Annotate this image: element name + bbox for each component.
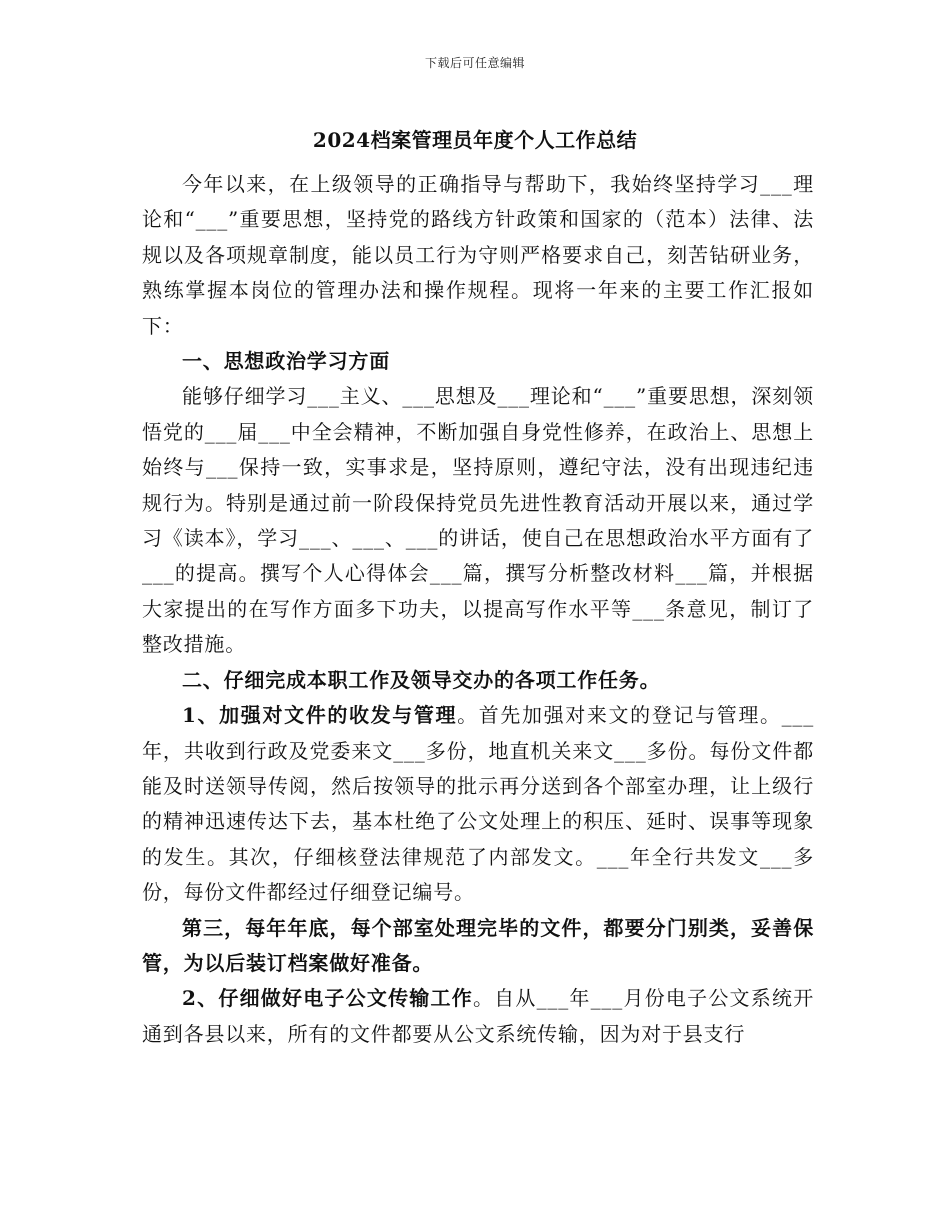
paragraph-text-2: 。自从___年___月份电子公文系统开通到各县以来，所有的文件都要从公文系统传输，因为对于县支行 [142,986,814,1046]
paragraph-lead-1: 1、加强对文件的收发与管理 [182,703,458,728]
paragraph-political-study: 能够仔细学习___主义、___思想及___理论和“___”重要思想，深刻领悟党的___届___中全会精神，不断加强自身党性修养，在政治上、思想上始终与___保持一致，实事求是，坚持原则，遵纪守法，没有出现违纪违规行为。特别是通过前一阶段保持党员先进性教育活动开展以来，通过学习《读本》，学习___、___、___的讲话，使自己在思想政治水平方面有了___的提高。撰写个人心得体会___篇，撰写分析整改材料___篇，并根据大家提出的在写作方面多下功夫，以提高写作水平等___条意见，制订了整改措施。 [142,384,814,657]
paragraph-lead-2: 2、仔细做好电子公文传输工作 [182,986,473,1011]
document-title: 2024档案管理员年度个人工作总结 [312,128,638,152]
paragraph-electronic-transmission [142,981,814,1052]
paragraph-document-management [142,698,814,910]
page-header: 下载后可任意编辑 [424,56,525,70]
paragraph-intro: 今年以来，在上级领导的正确指导与帮助下，我始终坚持学习___理论和“___”重要思想，坚持党的路线方针政策和国家的（范本）法律、法规以及各项规章制度，能以员工行为守则严格要求自己，刻苦钻研业务，熟练掌握本岗位的管理办法和操作规程。现将一年来的主要工作汇报如下： [142,172,814,338]
paragraph-text-1: 。首先加强对来文的登记与管理。___年，共收到行政及党委来文___多份，地直机关来文___多份。每份文件都能及时送领导传阅，然后按领导的批示再分送到各个部室办理，让上级行的精神迅速传达下去，基本杜绝了公文处理上的积压、延时、误事等现象的发生。其次，仔细核登法律规范了内部发文。___年全行共发文___多份，每份文件都经过仔细登记编号。 [142,703,814,905]
section-heading-2: 二、仔细完成本职工作及领导交办的各项工作任务。 [182,667,661,692]
paragraph-year-end-archive: 第三，每年年底，每个部室处理完毕的文件，都要分门别类，妥善保管，为以后装订档案做好准备。 [142,915,814,975]
section-heading-1: 一、思想政治学习方面 [182,349,390,374]
document-body [142,167,814,1052]
